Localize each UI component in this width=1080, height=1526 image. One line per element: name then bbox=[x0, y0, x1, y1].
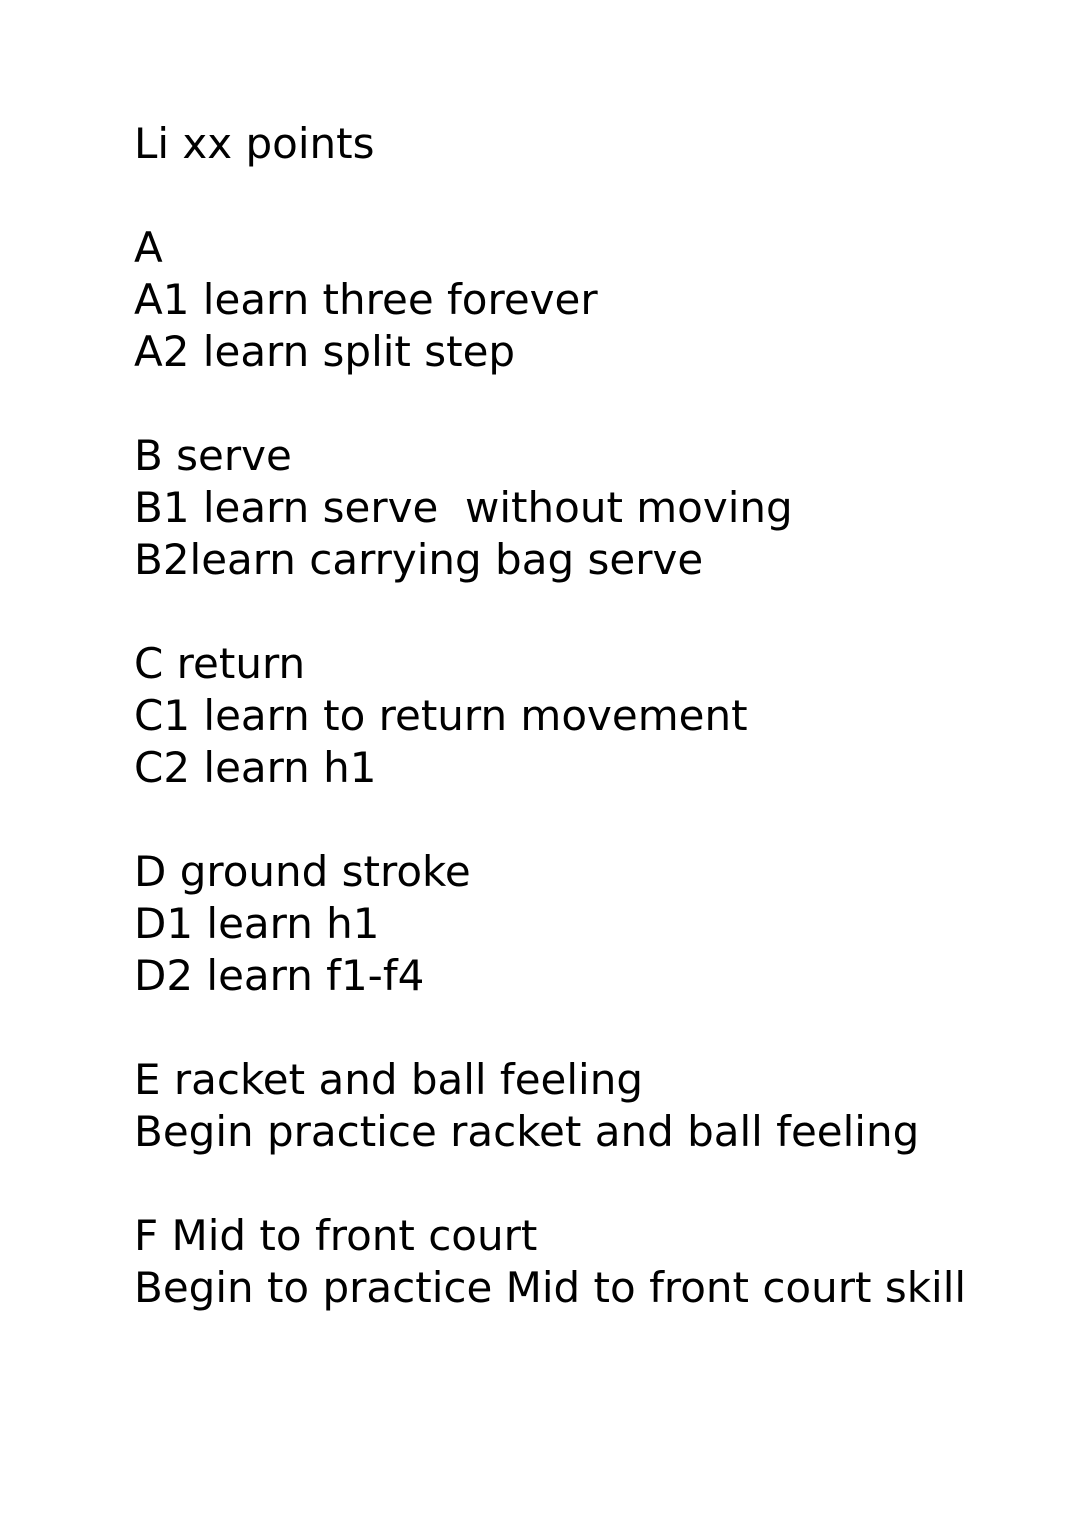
section-heading: D ground stroke bbox=[134, 847, 471, 896]
section-line: D1 learn h1 bbox=[134, 899, 380, 948]
section-d bbox=[134, 846, 1034, 1002]
spacer bbox=[134, 1158, 1034, 1210]
spacer bbox=[134, 794, 1034, 846]
section-line: C2 learn h1 bbox=[134, 743, 377, 792]
section-f bbox=[134, 1210, 1034, 1314]
section-a bbox=[134, 222, 1034, 378]
section-b bbox=[134, 430, 1034, 586]
spacer bbox=[134, 1002, 1034, 1054]
section-line: Begin practice racket and ball feeling bbox=[134, 1107, 920, 1156]
section-line: Begin to practice Mid to front court skill bbox=[134, 1263, 967, 1312]
section-c bbox=[134, 638, 1034, 794]
section-line: C1 learn to return movement bbox=[134, 691, 748, 740]
document-title: Li xx points bbox=[134, 119, 375, 168]
spacer bbox=[134, 378, 1034, 430]
section-e bbox=[134, 1054, 1034, 1158]
section-line: D2 learn f1-f4 bbox=[134, 951, 425, 1000]
section-heading: B serve bbox=[134, 431, 292, 480]
section-line: B2learn carrying bag serve bbox=[134, 535, 704, 584]
section-heading: E racket and ball feeling bbox=[134, 1055, 644, 1104]
section-line: B1 learn serve without moving bbox=[134, 483, 793, 532]
document bbox=[134, 118, 1034, 1314]
spacer bbox=[134, 586, 1034, 638]
section-heading: C return bbox=[134, 639, 306, 688]
section-line: A2 learn split step bbox=[134, 327, 516, 376]
section-heading: A bbox=[134, 223, 163, 272]
section-line: A1 learn three forever bbox=[134, 275, 598, 324]
section-heading: F Mid to front court bbox=[134, 1211, 538, 1260]
spacer bbox=[134, 170, 1034, 222]
